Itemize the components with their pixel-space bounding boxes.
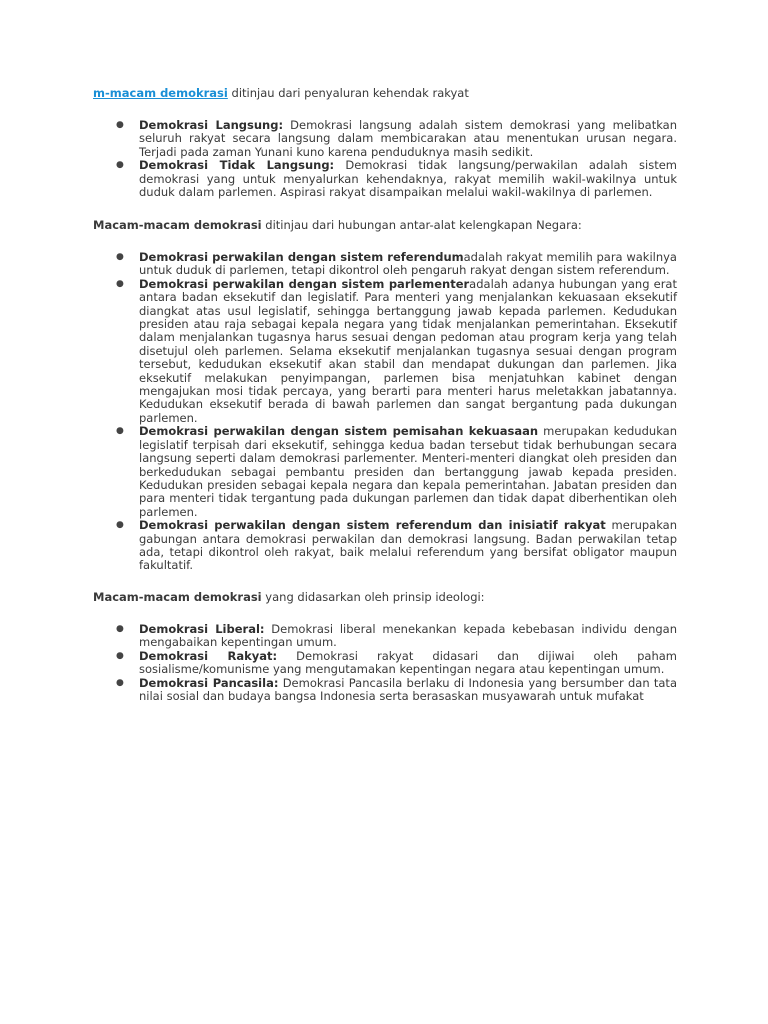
heading-rest: yang didasarkan oleh prinsip ideologi: — [261, 590, 485, 604]
item-text: Demokrasi langsung adalah sistem demokrasi yang melibatkan seluruh rakyat secara langsung dalam membicarakan atau menentukan urusan negara. Terjadi pada zaman Yunani kuno karena penduduknya masih sedikit. — [139, 118, 677, 159]
list-item — [93, 677, 677, 704]
item-text: Demokrasi tidak langsung/perwakilan adalah sistem demokrasi yang untuk menyalurkan kehendaknya, rakyat memilih wakil-wakilnya untuk duduk dalam parlemen. Aspirasi rakyat disampaikan melalui wakil-wakilnya di parlemen. — [139, 158, 677, 200]
bullet-icon: ● — [116, 650, 124, 661]
item-term: Demokrasi perwakilan dengan sistem parlementer — [139, 276, 470, 291]
bullet-icon: ● — [116, 252, 124, 262]
item-text: adalah rakyat memilih para wakilnya untuk duduk di parlemen, tetapi dikontrol oleh pengaruh rakyat dengan sistem referendum. — [139, 250, 677, 278]
bullet-icon: ● — [116, 278, 124, 289]
list-item — [93, 650, 677, 677]
bullet-icon: ● — [116, 120, 124, 130]
section-alat-kelengkapan — [93, 218, 677, 573]
item-text: Demokrasi Pancasila berlaku di Indonesia yang bersumber dan tata nilai sosial dan budaya bangsa Indonesia serta berasaskan musyawarah untuk mufakat — [139, 675, 677, 704]
item-text: Demokrasi rakyat didasari dan dijiwai oleh paham sosialisme/komunisme yang mengutamakan kepentingan negara atau kepentingan umum. — [139, 648, 678, 677]
item-term: Demokrasi Pancasila: — [139, 675, 279, 690]
section-heading — [93, 86, 677, 101]
item-text: Demokrasi liberal menekankan kepada kebebasan individu dengan mengabaikan kepentingan umum. — [139, 622, 677, 650]
heading-rest: ditinjau dari hubungan antar-alat kelengkapan Negara: — [261, 218, 582, 232]
item-term: Demokrasi perwakilan dengan sistem referendum — [139, 250, 464, 264]
item-term: Demokrasi perwakilan dengan sistem pemisahan kekuasaan — [139, 424, 539, 439]
item-text: adalah adanya hubungan yang erat antara badan eksekutif dan legislatif. Para menteri yang menjalankan kekuasaan eksekutif diangkat atas usul legislatif, sehingga bertanggung jawab kepada parlemen. Kedudukan presiden atau raja sebagai kepala negara yang tidak menjalankan pemerintahan. Eksekutif dalam menjalankan tugasnya harus sesuai dengan pedoman atau program kerja yang telah disetujul oleh parlemen. Selama eksekutif menjalankan tugasnya sesuai dengan program tersebut, kedudukan eksekutif akan stabil dan mendapat dukungan dan parlemen. Jika eksekutif melakukan penyimpangan, parlemen bisa menjatuhkan kabinet dengan mengajukan mosi tidak percaya, yang berarti para menteri harus meletakkan jabatannya. Kedudukan eksekutif berada di bawah parlemen dan sangat bergantung pada dukungan parlemen. — [139, 276, 677, 425]
bullet-icon: ● — [116, 520, 124, 531]
item-term: Demokrasi Langsung: — [139, 118, 284, 132]
list-item — [93, 425, 677, 519]
section-penyaluran-kehendak — [93, 86, 677, 199]
list-item — [93, 251, 677, 278]
list-item — [93, 278, 677, 425]
bullet-list — [93, 119, 677, 199]
section-prinsip-ideologi — [93, 590, 677, 703]
heading-lead: Macam-macam demokrasi — [93, 590, 262, 604]
item-term: Demokrasi perwakilan dengan sistem referendum dan inisiatif rakyat — [139, 518, 606, 533]
list-item — [93, 623, 677, 650]
item-term: Demokrasi Rakyat: — [139, 648, 278, 663]
heading-rest: ditinjau dari penyaluran kehendak rakyat — [227, 86, 469, 100]
bullet-icon: ● — [116, 160, 124, 171]
list-item — [93, 519, 677, 573]
item-term: Demokrasi Liberal: — [139, 622, 265, 636]
bullet-list — [93, 623, 677, 703]
bullet-icon: ● — [116, 677, 124, 688]
bullet-icon: ● — [116, 426, 124, 437]
section-heading — [93, 590, 677, 605]
item-term: Demokrasi Tidak Langsung: — [139, 158, 335, 173]
demokrasi-link[interactable]: m-macam demokrasi — [93, 86, 228, 100]
item-text: merupakan gabungan antara demokrasi perwakilan dan demokrasi langsung. Badan perwakilan tetap ada, tetapi dikontrol oleh rakyat, baik melalui referendum yang bersifat obligator maupun fakultatif. — [139, 518, 677, 573]
list-item — [93, 159, 677, 199]
bullet-icon: ● — [116, 624, 124, 634]
bullet-list — [93, 251, 677, 573]
item-text: merupakan kedudukan legislatif terpisah dari eksekutif, sehingga kedua badan tersebut tidak berhubungan secara langsung seperti dalam demokrasi parlementer. Menteri-menteri diangkat oleh presiden dan berkedudukan sebagai pembantu presiden dan bertanggung jawab kepada presiden. Kedudukan presiden sebagai kepala negara dan kepala pemerintahan. Jabatan presiden dan para menteri tidak tergantung pada dukungan parlemen dan tidak dapat diberhentikan oleh parlemen. — [139, 424, 677, 519]
heading-lead: Macam-macam demokrasi — [93, 218, 262, 232]
list-item — [93, 119, 677, 159]
section-heading — [93, 218, 677, 233]
